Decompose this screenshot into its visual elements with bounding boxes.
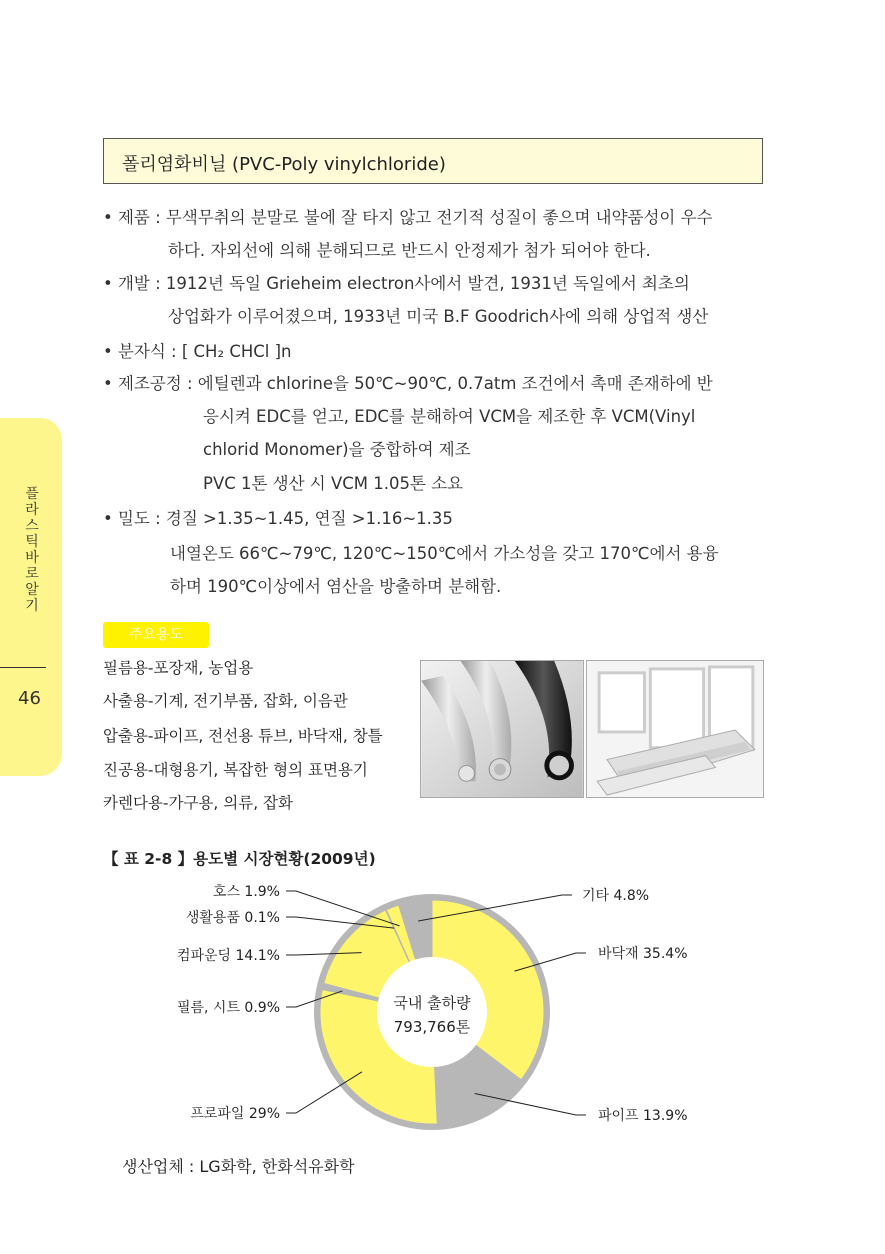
property-line-process-cont3: PVC 1톤 생산 시 VCM 1.05톤 소요 [203,474,464,493]
slice-label-7: 기타 4.8% [582,888,650,904]
uses-badge: 주요용도 [103,622,209,648]
section-title: 폴리염화비닐 (PVC-Poly vinylchloride) [122,154,446,175]
page-number: 46 [18,688,41,709]
use-item-extrusion: 압출용-파이프, 전선용 튜브, 바닥재, 창틀 [103,727,383,745]
side-tab-divider [0,667,46,668]
side-tab-label: 플라스틱 바로알기 [25,486,39,614]
property-line-development: • 개발 : 1912년 독일 Grieheim electron사에서 발견, 1931년 독일에서 최초의 [103,274,690,293]
slice-label-6: 호스 1.9% [212,884,280,900]
property-line-product-cont: 하다. 자외선에 의해 분해되므로 반드시 안정제가 첨가 되어야 한다. [168,241,651,260]
property-line-process-cont2: chlorid Monomer)을 중합하여 제조 [203,440,471,459]
property-line-process-cont1: 응시켜 EDC를 얻고, EDC를 분해하여 VCM을 제조한 후 VCM(Vinyl [203,407,696,426]
chart-center-hole [377,957,487,1067]
cable-photo [420,660,584,798]
slice-label-1: 파이프 13.9% [598,1108,688,1124]
slice-label-0: 바닥재 35.4% [598,946,688,962]
table-title: 【 표 2-8 】용도별 시장현황(2009년) [103,850,376,868]
section-title-box [103,138,763,184]
use-item-injection: 사출용-기계, 전기부품, 잡화, 이음관 [103,692,348,710]
property-line-density-cont1: 내열온도 66℃~79℃, 120℃~150℃에서 가소성을 갖고 170℃에서 용융 [170,544,719,563]
property-line-product: • 제품 : 무색무취의 분말로 불에 잘 타지 않고 전기적 성질이 좋으며 내약품성이 우수 [103,208,713,227]
slice-label-4: 컴파운딩 14.1% [176,948,280,964]
slice-label-2: 프로파일 29% [190,1106,280,1122]
property-line-density-cont2: 하며 190℃이상에서 염산을 방출하며 분해함. [170,577,502,596]
market-share-donut-chart [0,870,885,1150]
slice-label-5: 생활용품 0.1% [185,910,280,926]
use-item-film: 필름용-포장재, 농업용 [103,659,254,677]
chart-center-label-title: 국내 출하량 [393,994,471,1012]
use-item-vacuum: 진공용-대형용기, 복잡한 형의 표면용기 [103,761,368,779]
property-line-process: • 제조공정 : 에틸렌과 chlorine을 50℃~90℃, 0.7atm 조건에서 촉매 존재하에 반 [103,374,713,393]
manufacturers-line: 생산업체 : LG화학, 한화석유화학 [122,1157,355,1176]
property-line-density: • 밀도 : 경질 >1.35~1.45, 연질 >1.16~1.35 [103,509,453,528]
slice-label-3: 필름, 시트 0.9% [176,1000,280,1016]
use-item-calender: 카렌다용-가구용, 의류, 잡화 [103,794,294,812]
property-line-formula: • 분자식 : [ CH₂ CHCl ]n [103,342,292,361]
property-line-development-cont: 상업화가 이루어졌으며, 1933년 미국 B.F Goodrich사에 의해 상업적 생산 [168,307,709,326]
chart-center-label-value: 793,766톤 [393,1018,471,1036]
profile-photo [586,660,764,798]
